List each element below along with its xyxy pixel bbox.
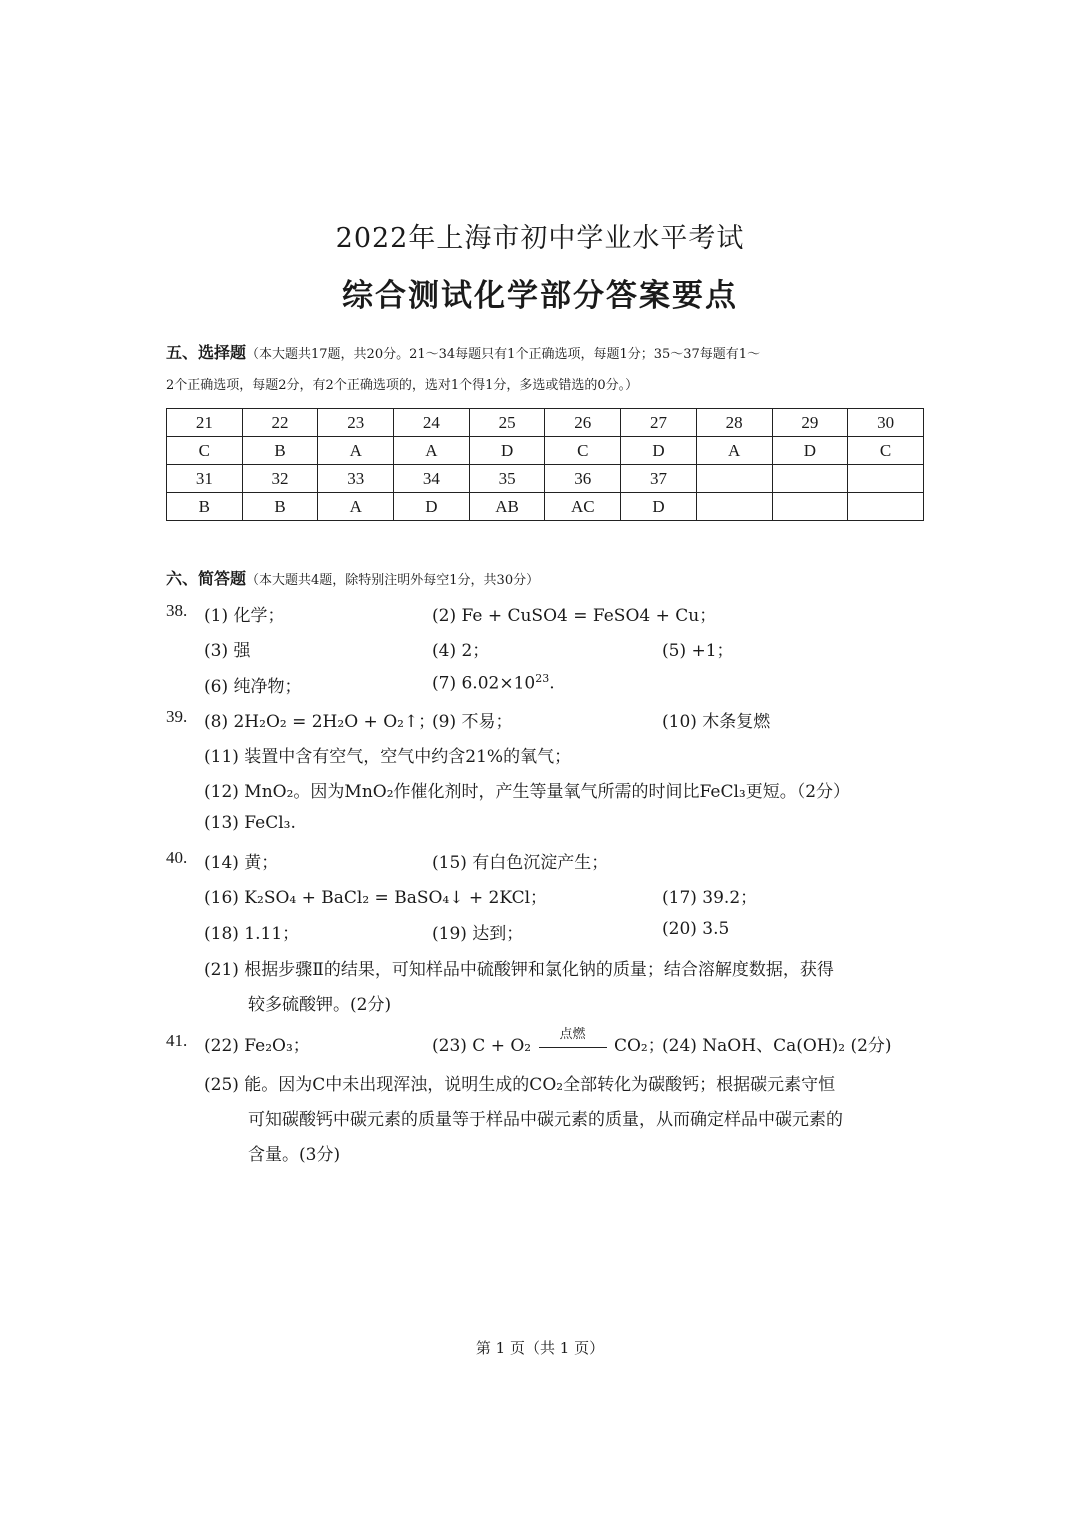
section6-header — [166, 566, 539, 589]
q41-answer-23-reactants: (23) C + O₂ — [432, 1036, 532, 1056]
table-cell: 33 — [318, 465, 394, 493]
q40-answer-16: (16) K₂SO₄ + BaCl₂ = BaSO₄↓ + 2KCl； — [204, 888, 548, 908]
table-cell: 34 — [394, 465, 470, 493]
table-cell: D — [469, 437, 545, 465]
q41-answer-24: (24) NaOH、Ca(OH)₂ (2分) — [662, 1036, 892, 1056]
q41-answer-25-line1: (25) 能。因为C中未出现浑浊，说明生成的CO₂全部转化为碳酸钙；根据碳元素守恒 — [204, 1075, 836, 1095]
q38-answer-1: (1) 化学； — [204, 606, 285, 626]
table-cell: A — [394, 437, 470, 465]
table-cell: A — [696, 437, 772, 465]
section5-header — [166, 340, 760, 363]
q41-answer-23-products: CO₂； — [613, 1036, 665, 1056]
q39-answer-11: (11) 装置中含有空气，空气中约含21%的氧气； — [204, 747, 572, 767]
table-row — [167, 493, 924, 521]
q40-answer-18: (18) 1.11； — [204, 924, 300, 944]
table-cell: AB — [469, 493, 545, 521]
q38-answer-4: (4) 2； — [432, 641, 490, 661]
section5-note-1: （本大题共17题，共20分。21～34每题只有1个正确选项，每题1分；35～37每题有1～ — [246, 347, 761, 362]
table-cell: A — [318, 437, 394, 465]
table-cell — [772, 465, 848, 493]
q40-answer-21-line2: 较多硫酸钾。(2分) — [248, 995, 392, 1015]
table-cell: 31 — [167, 465, 243, 493]
q41-answer-25-line3: 含量。(3分) — [248, 1145, 341, 1165]
exam-subtitle: 综合测试化学部分答案要点 — [342, 278, 738, 314]
q39-answer-8: (8) 2H₂O₂ = 2H₂O + O₂↑； — [204, 712, 436, 732]
table-cell: 21 — [167, 409, 243, 437]
table-cell: 22 — [242, 409, 318, 437]
table-cell: C — [848, 437, 924, 465]
q40-answer-17: (17) 39.2； — [662, 888, 758, 908]
q40-answer-19: (19) 达到； — [432, 924, 524, 944]
exam-title: 2022年上海市初中学业水平考试 — [335, 223, 745, 254]
q39-answer-10: (10) 木条复燃 — [662, 712, 771, 732]
q39-answer-12: (12) MnO₂。因为MnO₂作催化剂时，产生等量氧气所需的时间比FeCl₃更短。（2分） — [204, 782, 851, 802]
section6-note: （本大题共4题，除特别注明外每空1分，共30分） — [246, 573, 540, 588]
table-cell: 37 — [621, 465, 697, 493]
q41-answer-25-line2: 可知碳酸钙中碳元素的质量等于样品中碳元素的质量，从而确定样品中碳元素的 — [248, 1110, 843, 1130]
page-footer: 第 1 页（共 1 页） — [475, 1339, 605, 1357]
q38-answer-7 — [432, 672, 555, 694]
table-row — [167, 437, 924, 465]
table-cell: 36 — [545, 465, 621, 493]
table-cell: D — [621, 437, 697, 465]
table-cell: 26 — [545, 409, 621, 437]
table-cell: B — [167, 493, 243, 521]
q38-answer-7-base: (7) 6.02×10 — [432, 673, 536, 694]
table-cell: D — [772, 437, 848, 465]
table-row — [167, 409, 924, 437]
table-cell: 25 — [469, 409, 545, 437]
table-cell: D — [394, 493, 470, 521]
choice-answer-table — [166, 408, 924, 521]
q40-answer-21-line1: (21) 根据步骤Ⅱ的结果，可知样品中硫酸钾和氯化钠的质量；结合溶解度数据，获得 — [204, 960, 834, 980]
table-cell: 35 — [469, 465, 545, 493]
table-cell — [696, 465, 772, 493]
q40-number: 40. — [166, 848, 188, 867]
table-cell — [696, 493, 772, 521]
q38-answer-7-exponent: 23 — [535, 672, 550, 685]
table-cell — [848, 493, 924, 521]
reaction-condition-bar — [539, 1047, 607, 1048]
q38-answer-5: (5) +1； — [662, 641, 734, 661]
table-cell: 23 — [318, 409, 394, 437]
table-cell — [772, 493, 848, 521]
table-cell: C — [545, 437, 621, 465]
q39-number: 39. — [166, 707, 188, 726]
table-cell: 28 — [696, 409, 772, 437]
q38-answer-6: (6) 纯净物； — [204, 677, 302, 697]
table-cell: C — [167, 437, 243, 465]
q39-answer-9: (9) 不易； — [432, 712, 513, 732]
q41-number: 41. — [166, 1031, 188, 1050]
q38-number: 38. — [166, 601, 188, 620]
q38-answer-7-end: . — [549, 673, 555, 694]
q40-answer-14: (14) 黄； — [204, 853, 279, 873]
table-row — [167, 465, 924, 493]
reaction-condition-label: 点燃 — [559, 1026, 586, 1042]
table-cell: D — [621, 493, 697, 521]
q41-answer-23 — [432, 1026, 665, 1057]
q41-answer-22: (22) Fe₂O₃； — [204, 1036, 310, 1056]
table-cell — [848, 465, 924, 493]
section5-note-2: 2个正确选项，每题2分，有2个正确选项的，选对1个得1分，多选或错选的0分。） — [166, 378, 639, 393]
table-cell: 27 — [621, 409, 697, 437]
table-cell: A — [318, 493, 394, 521]
table-cell: 29 — [772, 409, 848, 437]
table-cell: 32 — [242, 465, 318, 493]
table-cell: AC — [545, 493, 621, 521]
q39-answer-13: (13) FeCl₃. — [204, 813, 296, 833]
section5-label: 五、选择题 — [166, 343, 247, 362]
section6-label: 六、简答题 — [166, 569, 247, 588]
table-cell: B — [242, 437, 318, 465]
table-cell: 24 — [394, 409, 470, 437]
q38-answer-3: (3) 强 — [204, 641, 251, 661]
table-cell: B — [242, 493, 318, 521]
reaction-condition-arrow — [537, 1026, 609, 1057]
q38-answer-2: (2) Fe + CuSO4 = FeSO4 + Cu； — [432, 606, 717, 626]
table-cell: 30 — [848, 409, 924, 437]
q40-answer-20: (20) 3.5 — [662, 919, 730, 939]
q40-answer-15: (15) 有白色沉淀产生； — [432, 853, 609, 873]
